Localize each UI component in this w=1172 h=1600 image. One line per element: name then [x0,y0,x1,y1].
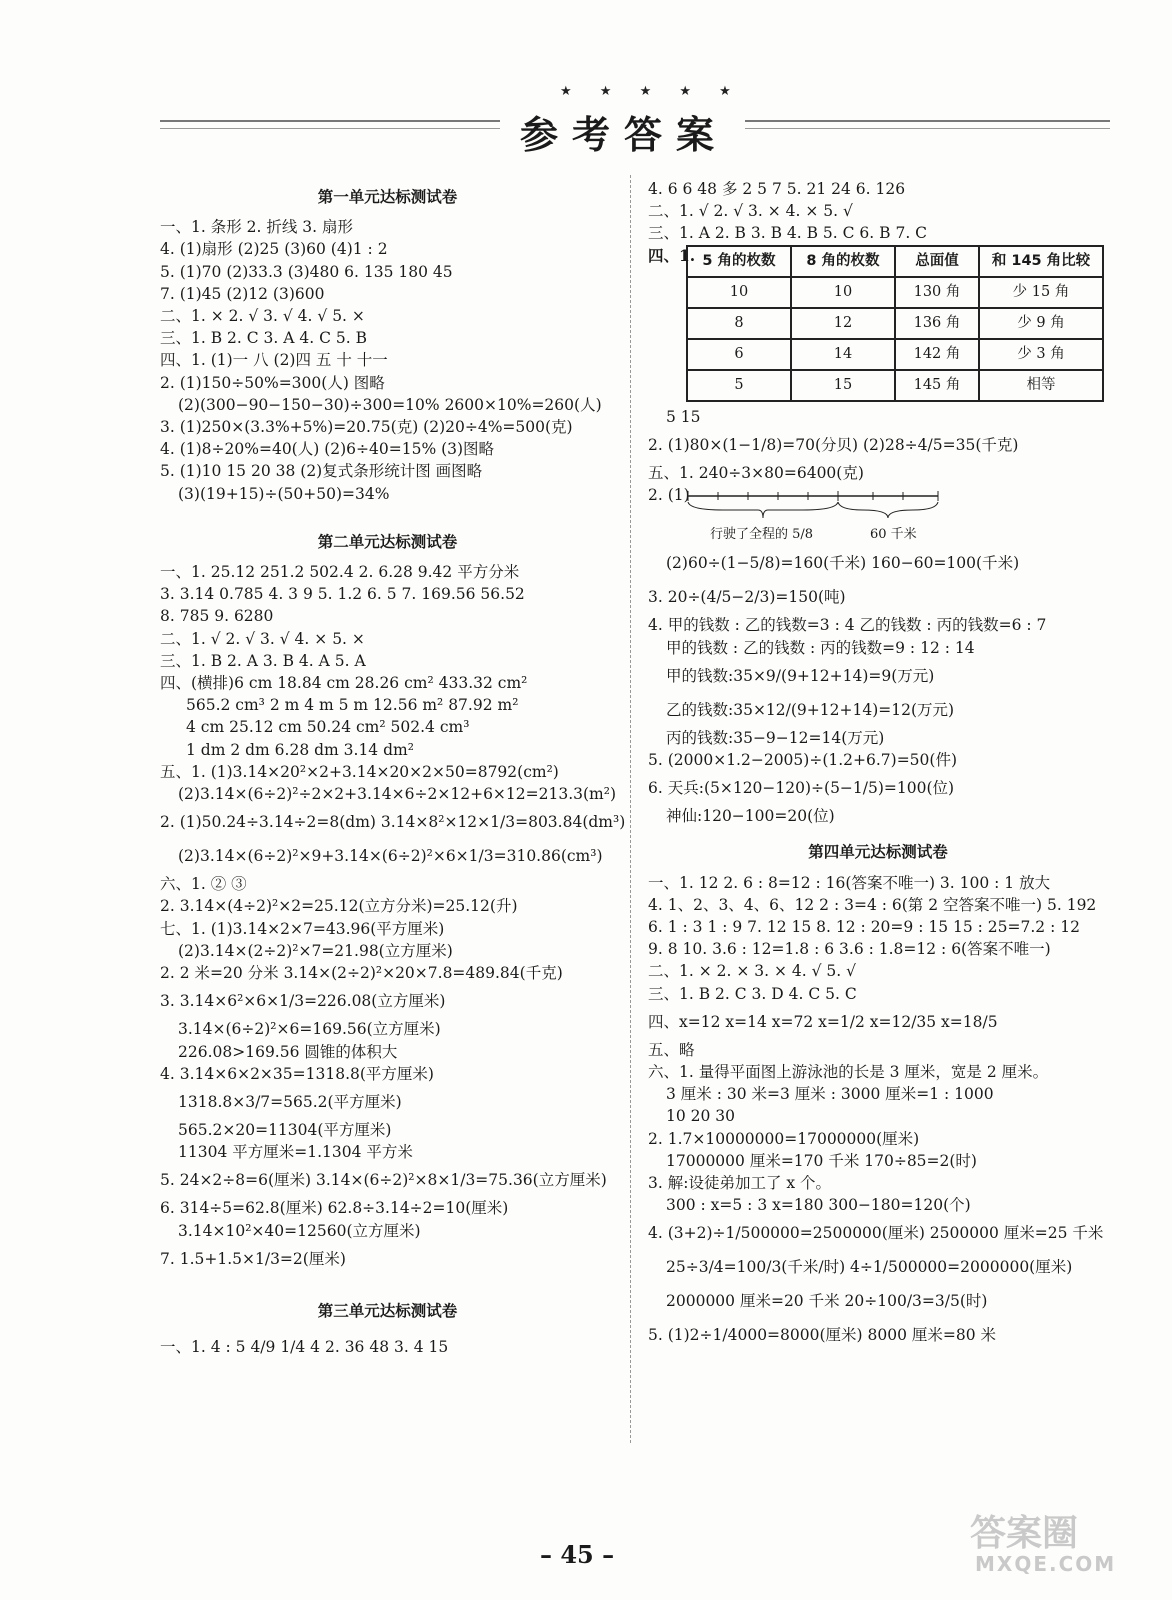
answer-line: 3. (1)250×(3.3%+5%)=20.75(克) (2)20÷4%=500(克) [160,418,573,437]
unit4-title: 第四单元达标测试卷 [808,843,948,862]
answer-line: 2. (1)50.24÷3.14÷2=8(dm) 3.14×8²×12×1/3=803.84(dm³) [160,813,626,832]
answer-line: 3 厘米 : 30 米=3 厘米 : 3000 厘米=1 : 1000 [666,1085,994,1104]
answer-line: 4 cm 25.12 cm 50.24 cm² 502.4 cm³ [186,718,470,737]
answer-line: (2)3.14×(6÷2)²×9+3.14×(6÷2)²×6×1/3=310.86(cm³) [178,847,603,866]
left-column [160,178,626,1364]
answer-line: 6. 1 : 3 1 : 9 7. 12 15 8. 12 : 20=9 : 15 15 : 25=7.2 : 12 [648,918,1080,937]
answer-line: 4. (1)扇形 (2)25 (3)60 (4)1 : 2 [160,240,388,259]
table-cell: 6 [687,339,791,370]
answer-line: 5 15 [666,407,701,426]
answer-line: 四、(横排)6 cm 18.84 cm 28.26 cm² 433.32 cm² [160,674,528,693]
answer-line: 1318.8×3/7=565.2(平方厘米) [178,1092,402,1111]
answer-line: 3. 3.14×6²×6×1/3=226.08(立方厘米) [160,992,446,1011]
title-stars: ★ ★ ★ ★ ★ [560,84,743,99]
table-header: 总面值 [895,246,979,277]
table-cell: 10 [791,277,895,308]
answer-line: 一、1. 25.12 251.2 502.4 2. 6.28 9.42 平方分米 [160,563,520,582]
table-cell: 136 角 [895,308,979,339]
unit3-title: 第三单元达标测试卷 [317,1301,458,1320]
answer-line: (3)(19+15)÷(50+50)=34% [178,484,390,503]
answer-line: 300 : x=5 : 3 x=180 300−180=120(个) [666,1196,971,1215]
answer-line: 一、1. 4 : 5 4/9 1/4 4 2. 36 48 3. 4 15 [160,1337,449,1356]
table-cell: 142 角 [895,339,979,370]
table-cell: 130 角 [895,277,979,308]
table-cell: 少 3 角 [979,339,1103,370]
title-rule-left [160,120,500,122]
answer-line: 六、1. ② ③ [160,875,247,894]
answer-line: 3. 3.14 0.785 4. 3 9 5. 1.2 6. 5 7. 169.56 56.52 [160,585,525,604]
answer-line: 五、1. 240÷3×80=6400(克) [648,464,864,483]
table-cell: 相等 [979,370,1103,401]
table-cell: 8 [687,308,791,339]
answer-line: 2. (1)150÷50%=300(人) 图略 [160,373,385,392]
answer-line: 四、1. (1)一 八 (2)四 五 十 十一 [160,351,388,370]
answer-line: 四、x=12 x=14 x=72 x=1/2 x=12/35 x=18/5 [648,1012,998,1031]
table-cell: 145 角 [895,370,979,401]
answer-line: 2. (1) [648,486,690,505]
answer-line: 2. 3.14×(4÷2)²×2=25.12(立方分米)=25.12(升) [160,897,518,916]
answer-line: 一、1. 条形 2. 折线 3. 扇形 [160,218,354,237]
table-cell: 12 [791,308,895,339]
answer-line: 4. (3+2)÷1/500000=2500000(厘米) 2500000 厘米=25 千米 [648,1224,1104,1243]
answer-line: (2)3.14×(6÷2)²÷2×2+3.14×6÷2×12+6×12=213.3(m²) [178,785,617,804]
answer-line: 6. 314÷5=62.8(厘米) 62.8÷3.14÷2=10(厘米) [160,1199,509,1218]
answer-line: 3. 20÷(4/5−2/3)=150(吨) [648,588,846,607]
table-cell: 少 9 角 [979,308,1103,339]
answer-line: 4. 6 6 48 多 2 5 7 5. 21 24 6. 126 [648,180,906,198]
answer-line: 565.2×20=11304(平方厘米) [178,1120,392,1139]
answer-line: (2)60÷(1−5/8)=160(千米) 160−60=100(千米) [666,554,1020,573]
answer-line: 4. 1、2、3、4、6、12 2 : 3=4 : 6(第 2 空答案不唯一) 5. 192 [648,895,1097,914]
table-row [687,370,1103,401]
answer-line: 4. (1)8÷20%=40(人) (2)6÷40=15% (3)图略 [160,440,495,459]
answer-line: 2. 1.7×10000000=17000000(厘米) [648,1129,920,1148]
answer-line: 三、1. A 2. B 3. B 4. B 5. C 6. B 7. C [648,224,928,243]
table-cell: 15 [791,370,895,401]
diagram-label-right: 60 千米 [870,527,917,543]
answer-line: 10 20 30 [666,1107,736,1126]
watermark-url: MXQE.COM [975,1552,1117,1576]
answer-line: 三、1. B 2. C 3. D 4. C 5. C [648,984,857,1003]
answer-line: 二、1. × 2. × 3. × 4. √ 5. √ [648,962,857,981]
table-row [687,277,1103,308]
answer-line: 5. 24×2÷8=6(厘米) 3.14×(6÷2)²×8×1/3=75.36(立方厘米) [160,1171,607,1190]
table-header: 8 角的枚数 [791,246,895,277]
answer-line: 七、1. (1)3.14×2×7=43.96(平方厘米) [160,919,445,938]
table-cell: 少 15 角 [979,277,1103,308]
coin-table [686,245,1104,402]
answer-line: 7. 1.5+1.5×1/3=2(厘米) [160,1249,346,1268]
answer-line: 9. 8 10. 3.6 : 12=1.8 : 6 3.6 : 1.8=12 : 6(答案不唯一) [648,940,1051,959]
title-rule-right [745,120,1110,122]
answer-line: 8. 785 9. 6280 [160,607,274,626]
right-column [648,178,1108,1352]
answer-line: (2)3.14×(2÷2)²×7=21.98(立方厘米) [178,941,453,960]
answer-line: 5. (2000×1.2−2005)÷(1.2+6.7)=50(件) [648,751,958,770]
answer-line: 5. (1)70 (2)33.3 (3)480 6. 135 180 45 [160,262,453,281]
answer-line: 一、1. 12 2. 6 : 8=12 : 16(答案不唯一) 3. 100 : 1 放大 [648,873,1051,892]
answer-line: 三、1. B 2. A 3. B 4. A 5. A [160,651,366,670]
answer-line: 甲的钱数:35×9/(9+12+14)=9(万元) [666,666,935,685]
answer-line: 二、1. √ 2. √ 3. × 4. × 5. √ [648,202,853,221]
page-title: 参考答案 [520,112,729,157]
answer-line: 神仙:120−100=20(位) [666,807,835,826]
table-cell: 5 [687,370,791,401]
answer-line: 2. 2 米=20 分米 3.14×(2÷2)²×20×7.8=489.84(千克) [160,964,563,983]
table-row [687,339,1103,370]
answer-line: 六、1. 量得平面图上游泳池的长是 3 厘米，宽是 2 厘米。 [648,1063,1049,1082]
unit2-title: 第二单元达标测试卷 [317,532,458,551]
table-header: 5 角的枚数 [687,246,791,277]
table-header: 和 145 角比较 [979,246,1103,277]
answer-line: 甲的钱数 : 乙的钱数 : 丙的钱数=9 : 12 : 14 [666,638,975,657]
answer-line: 三、1. B 2. C 3. A 4. C 5. B [160,329,367,348]
answer-line: 4. 3.14×6×2×35=1318.8(平方厘米) [160,1064,434,1083]
answer-line: 6. 天兵:(5×120−120)÷(5−1/5)=100(位) [648,779,955,798]
column-divider [630,175,631,1443]
answer-line: 7. (1)45 (2)12 (3)600 [160,284,325,303]
segment-diagram [678,488,958,528]
answer-line: 乙的钱数:35×12/(9+12+14)=12(万元) [666,700,955,719]
unit1-title: 第一单元达标测试卷 [317,188,458,206]
answer-line: 1 dm 2 dm 6.28 dm 3.14 dm² [186,740,414,759]
table-cell: 10 [687,277,791,308]
answer-line: 3. 解:设徒弟加工了 x 个。 [648,1174,832,1193]
answer-line: 二、1. √ 2. √ 3. √ 4. × 5. × [160,629,365,648]
answer-line: 226.08>169.56 圆锥的体积大 [178,1042,398,1061]
answer-line: 丙的钱数:35−9−12=14(万元) [666,728,885,747]
answer-line: 5. (1)2÷1/4000=8000(厘米) 8000 厘米=80 米 [648,1326,997,1345]
answer-line: 4. 甲的钱数 : 乙的钱数=3 : 4 乙的钱数 : 丙的钱数=6 : 7 [648,616,1047,635]
answer-line: 二、1. × 2. √ 3. √ 4. √ 5. × [160,307,365,326]
answer-line: 565.2 cm³ 2 m 4 m 5 m 12.56 m² 87.92 m² [186,696,519,715]
line-diagram [648,506,1108,546]
answer-line: 25÷3/4=100/3(千米/时) 4÷1/500000=2000000(厘米) [666,1258,1073,1277]
page-number: – 45 – [540,1540,615,1569]
title-rule-left-thin [160,128,500,129]
diagram-label-left: 行驶了全程的 5/8 [710,527,814,543]
answer-line: (2)(300−90−150−30)÷300=10% 2600×10%=260(人) [178,395,602,414]
table-cell: 14 [791,339,895,370]
answer-line: 2. (1)80×(1−1/8)=70(分贝) (2)28÷4/5=35(千克) [648,436,1019,455]
answer-line: 17000000 厘米=170 千米 170÷85=2(时) [666,1151,977,1170]
answer-line: 五、1. (1)3.14×20²×2+3.14×20×2×50=8792(cm²) [160,762,559,781]
title-rule-right-thin [745,128,1110,129]
answer-line: 11304 平方厘米=1.1304 平方米 [178,1143,413,1162]
answer-line: 五、略 [648,1040,695,1059]
answer-line: 3.14×10²×40=12560(立方厘米) [178,1221,421,1240]
table-row [687,308,1103,339]
answer-line: 5. (1)10 15 20 38 (2)复式条形统计图 画图略 [160,462,483,481]
page-header [0,70,1172,160]
watermark-logo: 答案圈 [970,1513,1079,1554]
answer-line: 3.14×(6÷2)²×6=169.56(立方厘米) [178,1020,441,1039]
table-label: 四、1. [648,245,696,265]
answer-line: 2000000 厘米=20 千米 20÷100/3=3/5(时) [666,1292,988,1311]
